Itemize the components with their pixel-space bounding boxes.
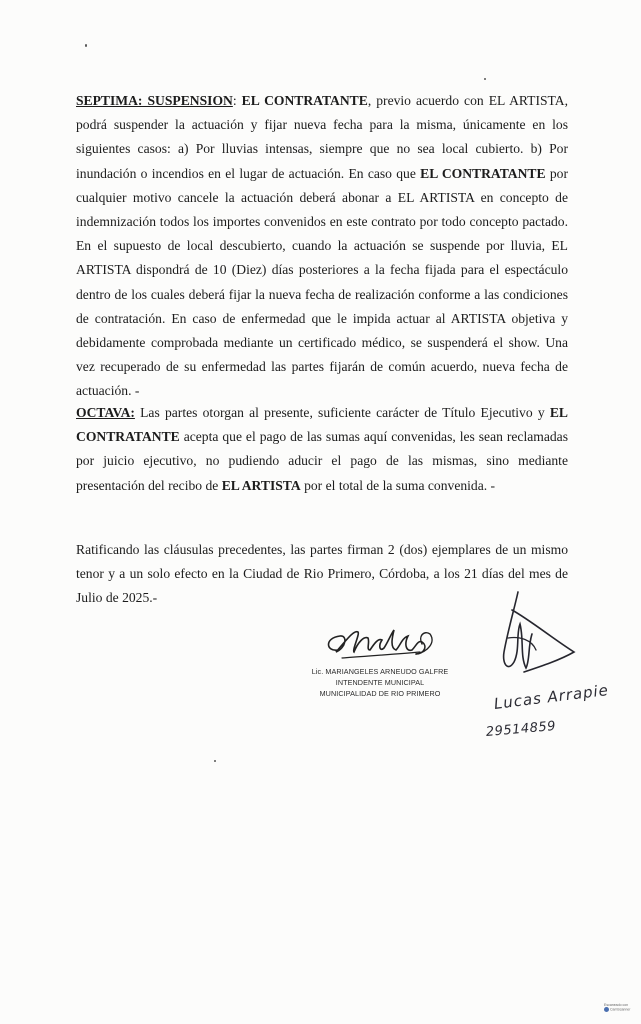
stamp-institution: MUNICIPALIDAD DE RIO PRIMERO [319,689,441,698]
ratification-paragraph: Ratificando las cláusulas precedentes, las partes firman 2 (dos) ejemplares de un mismo tenor y a un solo efecto en la Ciudad de Rio Primero, Córdoba, a los 21 días del mes de Julio de 2025.- [76,542,568,606]
clause-septima-sep: : [232,93,242,108]
clause-octava-text-1: Las partes otorgan al presente, suficiente carácter de Título Ejecutivo y [134,405,550,420]
artista-handwritten-id: 29514859 [485,718,557,740]
clause-septima-title: SEPTIMA: SUSPENSION [76,93,233,108]
artista-label: EL ARTISTA [221,477,301,493]
clause-octava-title: OCTAVA: [76,405,135,420]
artista-handwritten-name: Lucas Arrapie [492,680,610,713]
stamp-name: Lic. MARIANGELES ARNEUDO GALFRE [311,667,449,676]
clause-octava-text-3: por el total de la suma convenida. - [300,477,496,493]
stamp-role: INTENDENTE MUNICIPAL [335,678,425,687]
camscanner-logo-icon [604,1007,609,1012]
scanner-watermark [604,1003,634,1017]
watermark-line-1: Escaneado con [604,1003,629,1007]
clause-septima [76,89,568,404]
watermark-line-2: CamScanner [609,1007,631,1012]
clause-septima-text-1: , previo acuerdo con EL ARTISTA, podrá suspender la actuación y fijar nueva fecha para la misma, únicamente en los siguientes casos: a) Por lluvias intensas, siempre que no sea local cubierto. b) Por inundación o incendios en el lugar de actuación. En caso que [76,93,568,181]
clause-octava [76,401,568,498]
official-stamp [300,666,460,699]
intendente-signature-icon [318,618,448,668]
contratante-label: EL CONTRATANTE [241,93,368,108]
scan-speck [214,760,216,762]
clause-octava-text-2: acepta que el pago de las sumas aquí convenidas, les sean reclamadas por juicio ejecutivo, no pudiendo aducir el pago de las mismas, sino mediante presentación del recibo de [76,429,568,493]
contratante-label: EL CONTRATANTE [76,405,568,445]
scan-speck [85,44,87,47]
scan-speck [484,78,486,80]
clause-septima-text-2: por cualquier motivo cancele la actuación deberá abonar a EL ARTISTA en concepto de indemnización todos los importes convenidos en este contrato por todo concepto pactado. En el supuesto de local descubierto, cuando la actuación se suspende por lluvia, EL ARTISTA dispondrá de 10 (Diez) días posteriores a la fecha fijada para el espectáculo dentro de los cuales deberá fijar la nueva fecha de realización conforme a las condiciones de contratación. En caso de enfermedad que le impida actuar al ARTISTA objetiva y debidamente comprobada mediante un certificado médico, se suspenderá el show. Una vez recuperado de su enfermedad las partes fijarán de común acuerdo, nueva fecha de actuación. - [76,165,568,399]
artista-signature-icon [490,590,590,690]
contratante-label: EL CONTRATANTE [420,165,546,181]
